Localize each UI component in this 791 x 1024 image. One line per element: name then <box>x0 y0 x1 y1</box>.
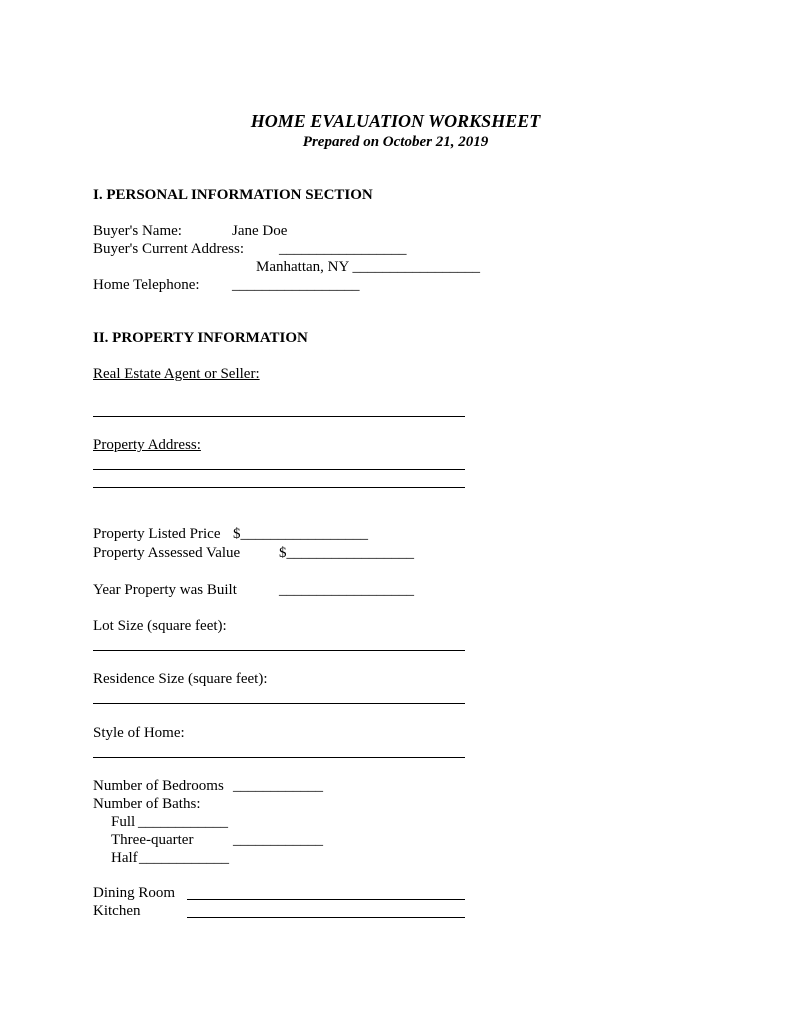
year-built-blank[interactable]: __________________ <box>279 582 414 598</box>
full-bath-label: Full <box>111 814 136 830</box>
listed-price-label: Property Listed Price <box>93 526 221 542</box>
home-telephone-blank[interactable]: _________________ <box>232 277 360 293</box>
lot-size-line[interactable] <box>93 650 465 651</box>
assessed-value-label: Property Assessed Value <box>93 545 241 561</box>
dining-room-label: Dining Room <box>93 885 176 901</box>
residence-size-line[interactable] <box>93 703 465 704</box>
style-label: Style of Home: <box>93 725 185 741</box>
buyer-address-label: Buyer's Current Address: <box>93 241 245 257</box>
full-bath-blank[interactable]: ____________ <box>138 814 228 830</box>
agent-label: Real Estate Agent or Seller: <box>93 366 260 382</box>
assessed-value-blank[interactable]: $_________________ <box>279 545 414 561</box>
three-quarter-bath-blank[interactable]: ____________ <box>233 832 323 848</box>
dining-room-line[interactable] <box>187 899 465 900</box>
buyer-address-city <box>256 258 480 276</box>
half-bath-label: Half <box>111 850 138 866</box>
page-title: HOME EVALUATION WORKSHEET <box>250 111 541 131</box>
three-quarter-bath-label: Three-quarter <box>111 832 194 848</box>
lot-size-label: Lot Size (square feet): <box>93 618 227 634</box>
buyer-address-blank[interactable]: _________________ <box>279 241 407 257</box>
half-bath-blank[interactable]: ____________ <box>139 850 229 866</box>
residence-size-label: Residence Size (square feet): <box>93 671 268 687</box>
style-line[interactable] <box>93 757 465 758</box>
year-built-label: Year Property was Built <box>93 582 237 598</box>
property-section-heading: II. PROPERTY INFORMATION <box>93 330 308 346</box>
property-address-line-2[interactable] <box>93 487 465 488</box>
buyer-name-value: Jane Doe <box>232 223 288 239</box>
buyer-city-text: Manhattan, NY <box>256 259 349 275</box>
bedrooms-blank[interactable]: ____________ <box>233 778 323 794</box>
baths-label: Number of Baths: <box>93 796 201 812</box>
buyer-city-blank[interactable]: _________________ <box>352 259 481 275</box>
property-address-label: Property Address: <box>93 437 201 453</box>
kitchen-line[interactable] <box>187 917 465 918</box>
kitchen-label: Kitchen <box>93 903 141 919</box>
agent-line[interactable] <box>93 416 465 417</box>
home-telephone-label: Home Telephone: <box>93 277 200 293</box>
property-address-line-1[interactable] <box>93 469 465 470</box>
page-subtitle: Prepared on October 21, 2019 <box>302 134 489 150</box>
personal-section-heading: I. PERSONAL INFORMATION SECTION <box>93 187 373 203</box>
buyer-name-label: Buyer's Name: <box>93 223 182 239</box>
listed-price-blank[interactable]: $_________________ <box>233 526 368 542</box>
bedrooms-label: Number of Bedrooms <box>93 778 224 794</box>
